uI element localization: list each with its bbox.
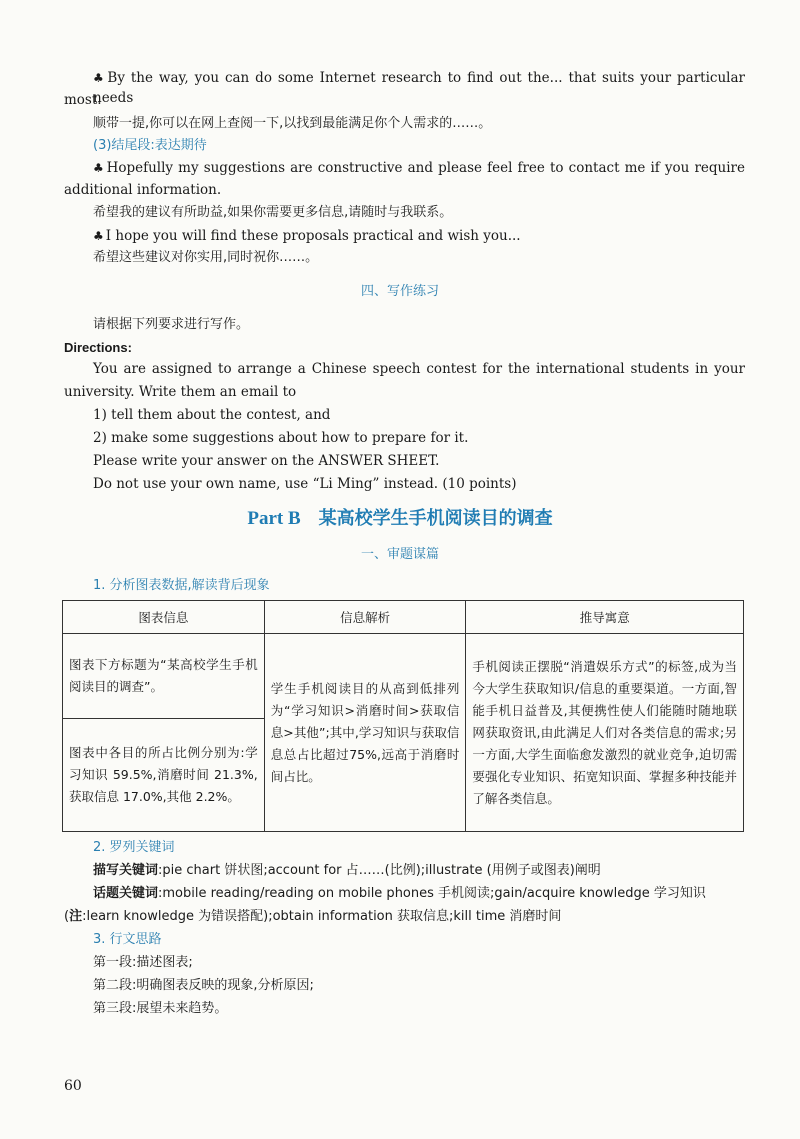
table-cell-analysis: 学生手机阅读目的从高到低排列为“学习知识>消磨时间>获取信息>其他”;其中,学习知识与获取信息总占比超过75%,远高于消磨时间占比。 <box>264 634 466 832</box>
step-1-heading: 1. 分析图表数据,解读背后现象 <box>93 578 270 593</box>
page-number: 60 <box>64 1078 82 1094</box>
tip-translation-5: 希望这些建议对你实用,同时祝你……。 <box>93 250 319 265</box>
tip-line-1: ♣ By the way, you can do some Internet research to find out the... that suits your particular needs <box>93 70 745 106</box>
tip-translation-1: 顺带一提,你可以在网上查阅一下,以找到最能满足你个人需求的……。 <box>93 116 492 131</box>
step-2-heading: 2. 罗列关键词 <box>93 840 175 855</box>
directions-answer-sheet: Please write your answer on the ANSWER SHEET. <box>93 453 440 469</box>
closing-paragraph-heading: (3)结尾段:表达期待 <box>93 138 207 153</box>
tip-line-3: ♣ Hopefully my suggestions are constructive and please feel free to contact me if you require <box>93 160 745 176</box>
table-cell-chart-title: 图表下方标题为“某高校学生手机阅读目的调查”。 <box>63 634 265 719</box>
table-cell-chart-proportions: 图表中各目的所占比例分别为:学习知识 59.5%,消磨时间 21.3%,获取信息 17.0%,其他 2.2%。 <box>63 719 265 832</box>
table-header-row <box>63 601 744 634</box>
table-header: 信息解析 <box>264 601 466 634</box>
outline-paragraph-2: 第二段:明确图表反映的现象,分析原因; <box>93 978 314 993</box>
table-row <box>63 634 744 719</box>
part-b-topic: 某高校学生手机阅读目的调查 <box>318 508 553 529</box>
directions-name-note: Do not use your own name, use “Li Ming” instead. (10 points) <box>93 476 517 492</box>
table-header: 图表信息 <box>63 601 265 634</box>
club-icon: ♣ <box>93 71 106 85</box>
directions-line-1: You are assigned to arrange a Chinese speech contest for the international students in your <box>93 361 745 377</box>
tip-line-1-cont: most. <box>64 92 102 108</box>
outline-paragraph-3: 第三段:展望未来趋势。 <box>93 1001 228 1016</box>
directions-label: Directions: <box>64 340 132 355</box>
club-icon: ♣ <box>93 161 105 175</box>
keywords-topic: 话题关键词:mobile reading/reading on mobile phones 手机阅读;gain/acquire knowledge 学习知识 <box>93 886 706 901</box>
part-b-subheading: 一、审题谋篇 <box>360 547 439 562</box>
keywords-description: 描写关键词:pie chart 饼状图;account for 占……(比例);illustrate (用例子或图表)阐明 <box>93 863 601 878</box>
keywords-topic-note: (注:learn knowledge 为错误搭配);obtain information 获取信息;kill time 消磨时间 <box>64 909 562 924</box>
outline-paragraph-1: 第一段:描述图表; <box>93 955 193 970</box>
club-icon: ♣ <box>93 229 104 243</box>
part-b-title <box>0 506 800 532</box>
tip-line-5: ♣ I hope you will find these proposals practical and wish you... <box>93 228 521 244</box>
practice-heading: 四、写作练习 <box>360 284 439 299</box>
keywords-topic-label: 话题关键词 <box>93 886 159 901</box>
keywords-description-label: 描写关键词 <box>93 863 159 878</box>
directions-line-1-cont: university. Write them an email to <box>64 384 297 400</box>
directions-item-1: 1) tell them about the contest, and <box>93 407 331 423</box>
practice-instruction: 请根据下列要求进行写作。 <box>93 317 250 332</box>
tip-line-3-cont: additional information. <box>64 182 222 198</box>
part-b-label: Part B <box>247 508 301 529</box>
analysis-table <box>62 600 744 832</box>
directions-item-2: 2) make some suggestions about how to prepare for it. <box>93 430 469 446</box>
step-3-heading: 3. 行文思路 <box>93 932 162 947</box>
table-header: 推导寓意 <box>466 601 744 634</box>
table-cell-implication: 手机阅读正摆脱“消遣娱乐方式”的标签,成为当今大学生获取知识/信息的重要渠道。一方面,智能手机日益普及,其便携性使人们能随时随地联网获取资讯,由此满足人们对各类信息的需求;另一方面,大学生面临愈发激烈的就业竞争,迫切需要强化专业知识、拓宽知识面、掌握多种技能并了解各类信息。 <box>466 634 744 832</box>
tip-translation-3: 希望我的建议有所助益,如果你需要更多信息,请随时与我联系。 <box>93 205 453 220</box>
